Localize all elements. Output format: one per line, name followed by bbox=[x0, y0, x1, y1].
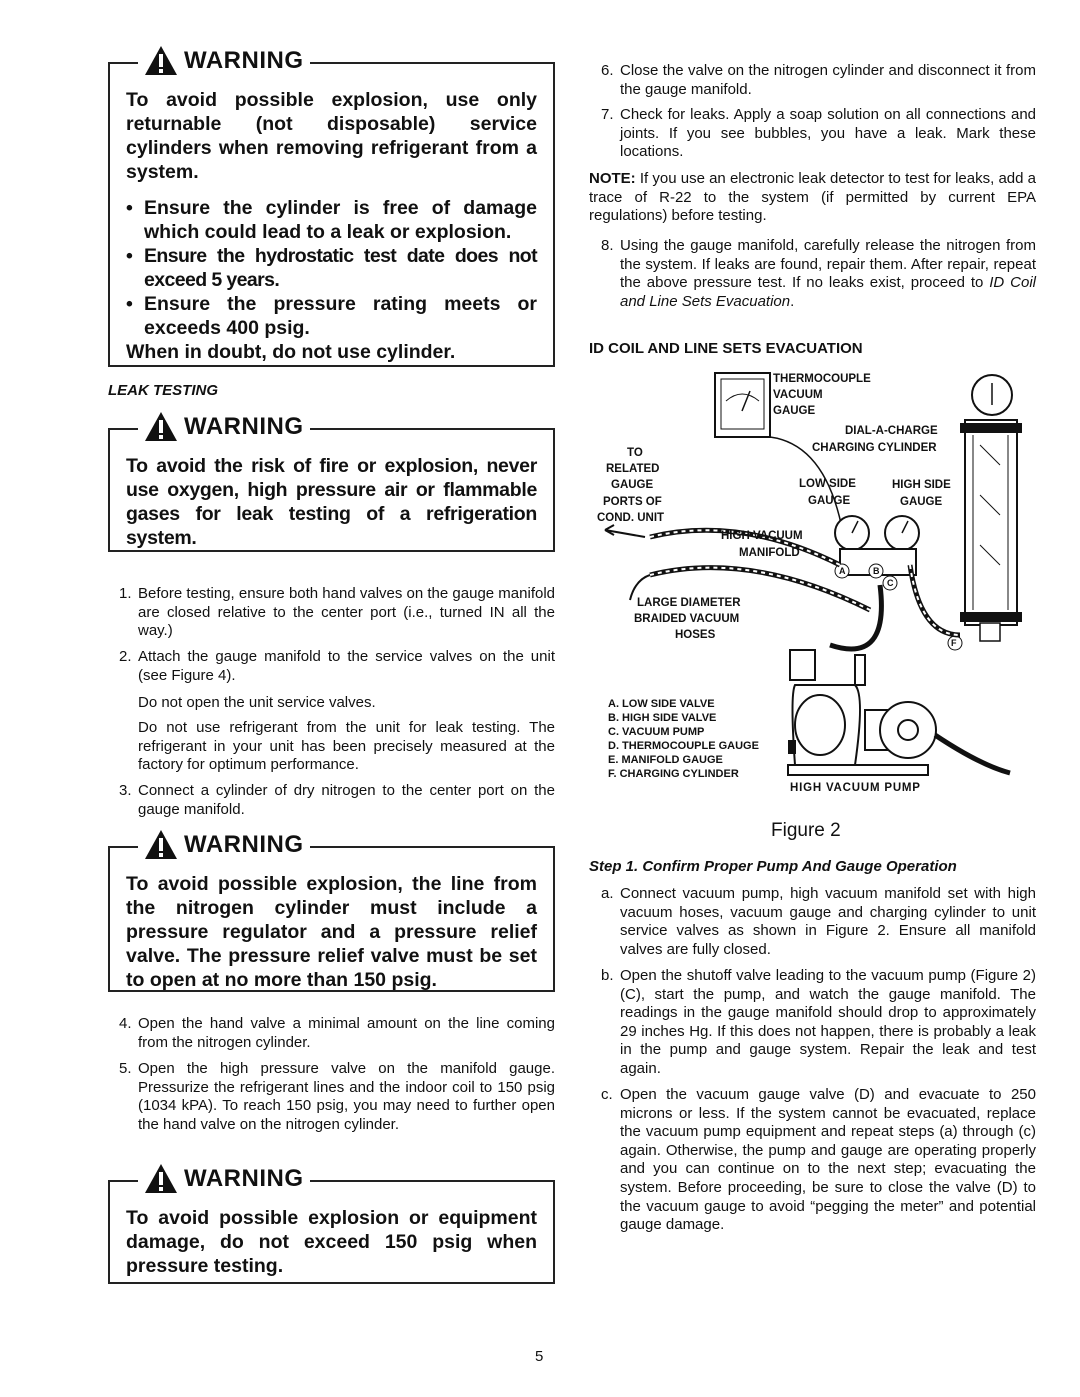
warning-bullet: Ensure the cylinder is free of damage which could lead to a leak or explosion. bbox=[144, 197, 537, 243]
label-high-vacuum: HIGH VACUUM bbox=[721, 530, 803, 542]
warning-box-leak-testing bbox=[108, 412, 555, 552]
warning-triangle-icon bbox=[144, 45, 178, 76]
legend-item: E. MANIFOLD GAUGE bbox=[608, 754, 723, 766]
warning-title: WARNING bbox=[184, 830, 304, 858]
list-item: 4. Open the hand valve a minimal amount on the line coming from the nitrogen cylinder. bbox=[119, 1015, 555, 1051]
note-text: If you use an electronic leak detector to test for leaks, add a trace of R-22 to the system (if permitted by current EPA regulations) before testing. bbox=[589, 170, 1037, 225]
charging-cylinder bbox=[948, 375, 1022, 650]
section-heading-evacuation: ID COIL AND LINE SETS EVACUATION bbox=[589, 340, 863, 357]
label-high-vacuum-pump: HIGH VACUUM PUMP bbox=[790, 782, 921, 794]
list-item: 6. Close the valve on the nitrogen cylinder and disconnect it from the gauge manifold. bbox=[601, 62, 1036, 98]
cross-reference-link: ID Coil and Line Sets Evacuation bbox=[620, 274, 1036, 310]
label-low-side-gauge: GAUGE bbox=[808, 495, 851, 507]
label-low-side: LOW SIDE bbox=[799, 478, 856, 490]
list-item: a. Connect vacuum pump, high vacuum manifold set with high vacuum hoses, vacuum gauge and charging cylinder to unit service valves as shown in Figure 2. Ensure all manifold valves are fully closed. bbox=[601, 885, 1036, 958]
label-manifold: MANIFOLD bbox=[739, 547, 800, 559]
warning-triangle-icon bbox=[144, 411, 178, 442]
label-hoses: HOSES bbox=[675, 629, 716, 641]
label-charging-cylinder: CHARGING CYLINDER bbox=[812, 442, 937, 454]
note-do-not-use-refrigerant: Do not use refrigerant from the unit for leak testing. The refrigerant in your unit has been precisely measured at the factory for optimum performance. bbox=[138, 719, 555, 774]
warning-title: WARNING bbox=[184, 412, 304, 440]
label-braided-vacuum: BRAIDED VACUUM bbox=[634, 613, 740, 625]
legend-item: B. HIGH SIDE VALVE bbox=[608, 712, 717, 724]
warning-triangle-icon bbox=[144, 829, 178, 860]
warning-intro: To avoid possible explosion, use only returnable (not disposable) service cylinders when removing refrigerant from a system. bbox=[126, 89, 537, 183]
list-item: 3. Connect a cylinder of dry nitrogen to the center port on the gauge manifold. bbox=[119, 782, 555, 818]
section-heading-leak-testing: LEAK TESTING bbox=[108, 382, 219, 399]
warning-header bbox=[138, 45, 310, 76]
warning-box-nitrogen bbox=[108, 830, 555, 992]
warning-text: To avoid possible explosion or equipment damage, do not exceed 150 psig when pressure testing. bbox=[126, 1207, 537, 1277]
warning-closing: When in doubt, do not use cylinder. bbox=[126, 341, 456, 363]
note-do-not-open: Do not open the unit service valves. bbox=[138, 694, 376, 711]
legend-item: D. THERMOCOUPLE GAUGE bbox=[608, 740, 759, 752]
page-number: 5 bbox=[535, 1348, 544, 1365]
warning-header bbox=[138, 1163, 310, 1194]
figure-caption: Figure 2 bbox=[771, 820, 841, 841]
vacuum-pump bbox=[788, 650, 1010, 775]
warning-bullet: Ensure the pressure rating meets or exceeds 400 psig. bbox=[144, 293, 537, 339]
label-dial-a-charge: DIAL-A-CHARGE bbox=[845, 425, 938, 437]
label-cond-unit: COND. UNIT bbox=[597, 512, 665, 524]
warning-text: To avoid the risk of fire or explosion, never use oxygen, high pressure air or flammable gases for leak testing of a refrigeration system. bbox=[126, 455, 537, 549]
warning-title: WARNING bbox=[184, 46, 304, 74]
label-vacuum: VACUUM bbox=[773, 389, 823, 401]
label-ports-of: PORTS OF bbox=[603, 496, 662, 508]
step-heading: Step 1. Confirm Proper Pump And Gauge Operation bbox=[589, 858, 957, 875]
warning-box-cylinder: WARNING To avoid possible explosion, use only returnable (not disposable) service cylinders when removing refrigerant from a system. • Ensure the cylinder is free of damage which could lead to a leak or explosion. • Ensure the hydrostatic test date does not exceed 5 years. • Ensure the pressure rating meets or exceeds 400 psig. When in doubt, do not use cylinder. bbox=[108, 62, 555, 367]
label-high-side-gauge: GAUGE bbox=[900, 496, 943, 508]
label-gauge: GAUGE bbox=[773, 405, 816, 417]
label-large-diameter: LARGE DIAMETER bbox=[637, 597, 741, 609]
label-thermocouple: THERMOCOUPLE bbox=[773, 373, 871, 385]
list-item: c. Open the vacuum gauge valve (D) and evacuate to 250 microns or less. If the system cannot be evacuated, replace the vacuum pump equipment and repeat steps (a) through (c) again. Otherwise, the pump and gauge are operating properly and you can continue on to the next step; evacuating the system. Before proceeding, be sure to close the valve (D) to the vacuum gauge to avoid “pegging the meter” and potential gauge damage. bbox=[601, 1086, 1036, 1234]
warning-header bbox=[138, 829, 310, 860]
list-item: 5. Open the high pressure valve on the manifold gauge. Pressurize the refrigerant lines and the indoor coil to 150 psig (1034 kPA). To reach 150 psig, you may need to further open the hand valve on the nitrogen cylinder. bbox=[119, 1060, 555, 1133]
warning-title: WARNING bbox=[184, 1164, 304, 1192]
legend-item: F. CHARGING CYLINDER bbox=[608, 768, 739, 780]
label-to: TO bbox=[627, 447, 643, 459]
note-paragraph bbox=[589, 170, 1036, 226]
label-gauge-ports: GAUGE bbox=[611, 479, 654, 491]
list-item: 8. Using the gauge manifold, carefully release the nitrogen from the system. If leaks are found, repair them. After repair, repeat the above pressure test. If no leaks exist, proceed to ID Coil and Line Sets Evacuation. bbox=[601, 237, 1036, 310]
label-a: A bbox=[839, 566, 846, 576]
warning-header bbox=[138, 411, 310, 442]
list-item: b. Open the shutoff valve leading to the vacuum pump (Figure 2) (C), start the pump, and watch the gauge manifold. The readings in the gauge manifold should drop to approximately 29 inches Hg. If this does not happen, there is probably a leak in the pump and gauge system. Repair the leak and test again. bbox=[601, 967, 1036, 1077]
label-b: B bbox=[873, 566, 880, 576]
warning-box-pressure bbox=[108, 1164, 555, 1284]
label-c: C bbox=[887, 578, 894, 588]
warning-bullet: Ensure the hydrostatic test date does not exceed 5 years. bbox=[144, 245, 537, 291]
list-item: 1. Before testing, ensure both hand valves on the gauge manifold are closed relative to the center port (i.e., turned IN all the way.) bbox=[119, 585, 555, 640]
note-label: NOTE: bbox=[589, 170, 636, 187]
legend-item: C. VACUUM PUMP bbox=[608, 726, 705, 738]
legend-item: A. LOW SIDE VALVE bbox=[608, 698, 715, 710]
label-related: RELATED bbox=[606, 463, 660, 475]
label-f: F bbox=[951, 638, 957, 648]
label-high-side: HIGH SIDE bbox=[892, 479, 951, 491]
list-item: 7. Check for leaks. Apply a soap solution on all connections and joints. If you see bubbles, you have a leak. Mark these locations. bbox=[601, 106, 1036, 161]
warning-text: To avoid possible explosion, the line from the nitrogen cylinder must include a pressure regulator and a pressure relief valve. The pressure relief valve must be set to open at no more than 150 psig. bbox=[126, 873, 537, 991]
warning-triangle-icon bbox=[144, 1163, 178, 1194]
list-item: 2. Attach the gauge manifold to the service valves on the unit (see Figure 4). bbox=[119, 648, 555, 684]
